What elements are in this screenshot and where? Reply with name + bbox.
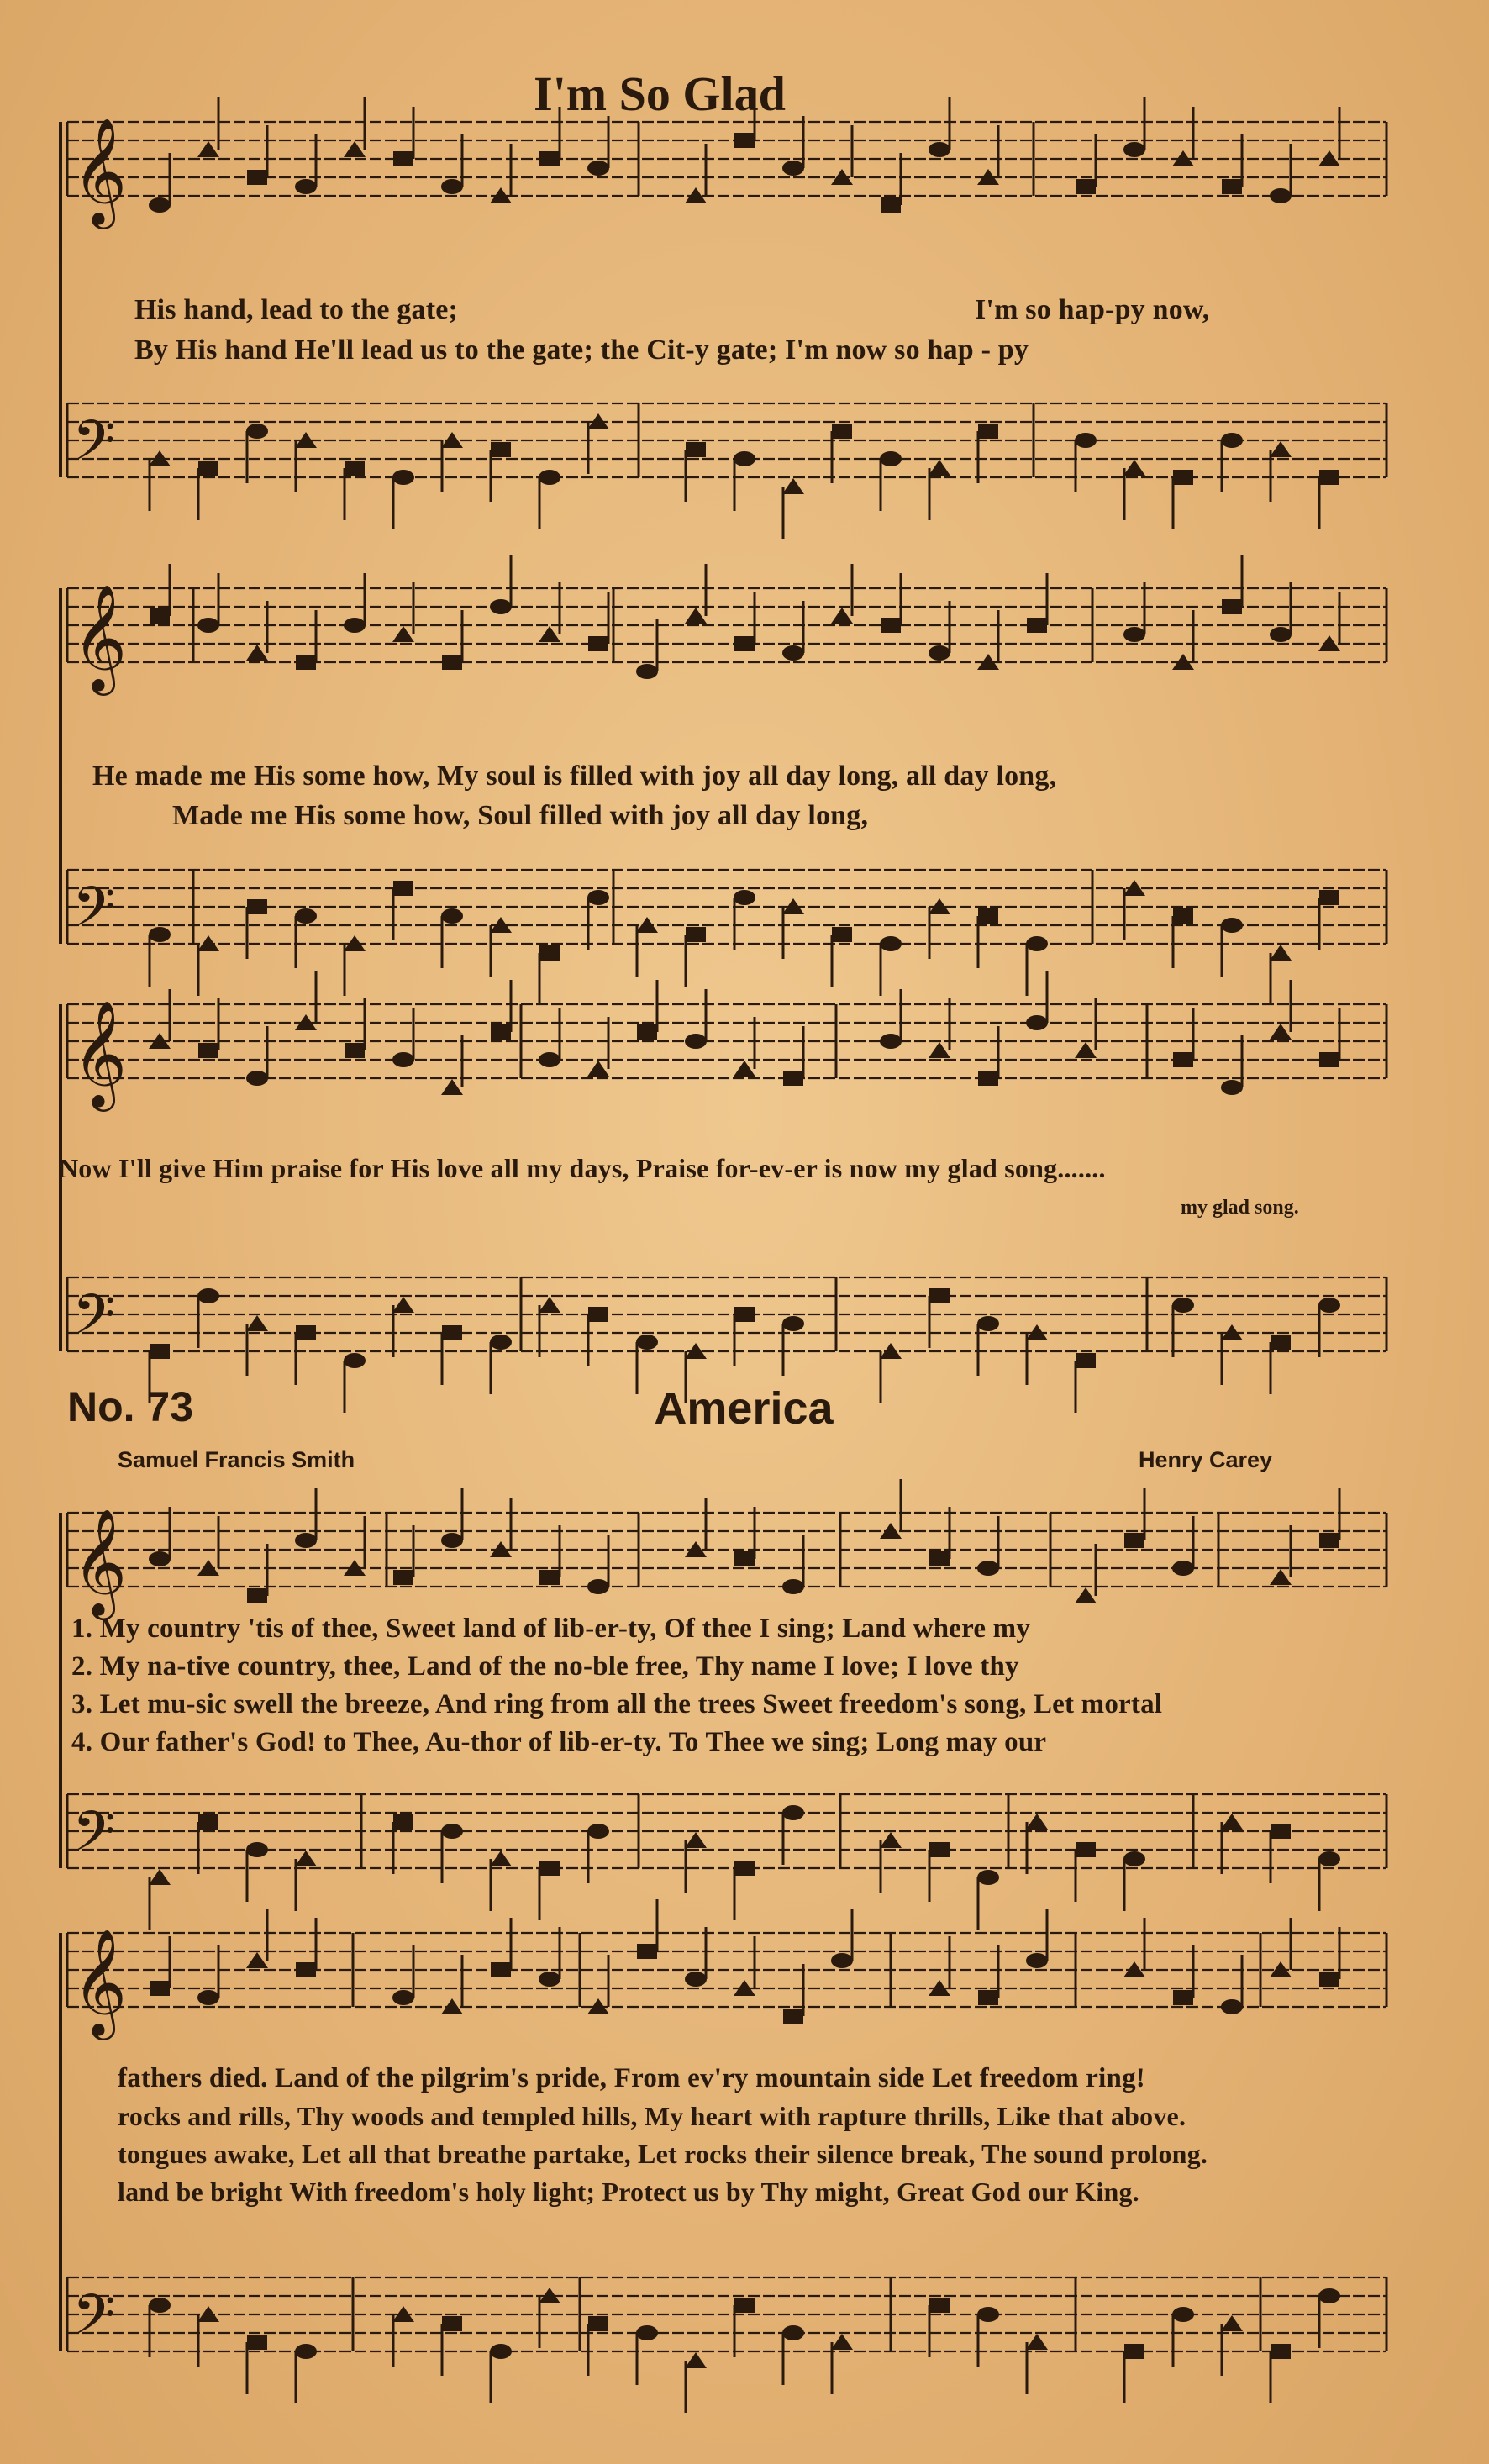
note-head (978, 1071, 998, 1086)
note-head (978, 1990, 998, 2005)
note-head (1026, 2334, 1048, 2350)
note-head (685, 1034, 707, 1049)
note-head (441, 1998, 463, 2014)
note-head (685, 2352, 707, 2368)
note-head (1076, 1842, 1096, 1857)
note-head (198, 461, 218, 476)
note-head (587, 1824, 609, 1839)
note-head (1222, 179, 1242, 194)
note-head (150, 1981, 170, 1996)
note-head (150, 608, 170, 624)
note-head (295, 179, 317, 194)
note-head (491, 1962, 511, 1977)
note-head (637, 1944, 657, 1959)
treble-clef: 𝄞 (72, 583, 128, 691)
note-head (539, 470, 560, 485)
note-head (247, 899, 267, 914)
note-head (442, 655, 462, 670)
note-head (1221, 1080, 1243, 1095)
note-head (441, 432, 463, 448)
note-head (393, 1814, 413, 1830)
note-head (1222, 599, 1242, 614)
note-head (150, 1344, 170, 1359)
note-head (831, 608, 853, 624)
treble-clef: 𝄞 (72, 117, 128, 224)
note-head (588, 636, 608, 651)
note-head (734, 636, 755, 651)
lyric-line: By His hand He'll lead us to the gate; the Cit-y gate; I'm now so hap - py (134, 334, 1029, 366)
note-head (246, 1842, 268, 1857)
note-head (783, 2009, 803, 2024)
note-head (1318, 150, 1340, 166)
bass-clef: 𝄢 (72, 1282, 116, 1361)
note-head (1076, 1353, 1096, 1368)
note-head (880, 451, 902, 466)
note-head (929, 1842, 950, 1857)
note-head (832, 424, 852, 439)
note-head (1221, 918, 1243, 933)
note-head (149, 927, 171, 942)
note-head (782, 645, 804, 661)
composer-credit: Henry Carey (1139, 1447, 1273, 1472)
note-head (929, 460, 950, 476)
note-head (1173, 470, 1193, 485)
note-head (539, 1297, 560, 1313)
note-head (441, 908, 463, 924)
note-head (880, 1523, 902, 1539)
note-head (588, 1307, 608, 1322)
note-head (880, 936, 902, 951)
note-head (1318, 2288, 1340, 2303)
note-head (734, 1861, 755, 1876)
note-head (392, 470, 414, 485)
note-head (587, 1579, 609, 1594)
note-head (782, 1579, 804, 1594)
verse-line: tongues awake, Let all that breathe partake, Let rocks their silence break, The sound prolong. (118, 2139, 1208, 2169)
note-head (1027, 618, 1047, 633)
note-head (539, 1972, 560, 1987)
note-head (588, 2316, 608, 2331)
note-head (734, 890, 755, 905)
bass-clef: 𝄢 (72, 2282, 116, 2361)
note-head (246, 645, 268, 661)
note-head (393, 881, 413, 896)
note-head (1123, 142, 1145, 157)
note-head (442, 2316, 462, 2331)
note-head (1270, 188, 1292, 203)
note-head (198, 1814, 218, 1830)
note-head (832, 927, 852, 942)
note-head (345, 1043, 365, 1058)
note-head (734, 133, 755, 148)
note-head (734, 1061, 755, 1077)
note-head (1270, 441, 1292, 457)
hymn-number: No. 73 (67, 1383, 194, 1430)
song-title: America (654, 1383, 834, 1434)
note-head (1319, 470, 1339, 485)
bass-clef: 𝄢 (72, 1799, 116, 1877)
note-head (1270, 627, 1292, 642)
note-head (392, 1052, 414, 1067)
lyric-line: my glad song. (1181, 1197, 1299, 1219)
note-head (1123, 1851, 1145, 1866)
note-head (441, 1079, 463, 1095)
lyric-line: He made me His some how, My soul is filled with joy all day long, all day long, (92, 761, 1057, 792)
note-head (587, 161, 609, 176)
note-head (686, 927, 706, 942)
note-head (977, 1316, 999, 1331)
note-head (393, 151, 413, 166)
note-head (636, 917, 658, 933)
note-head (783, 1071, 803, 1086)
verse-line: 4. Our father's God! to Thee, Au-thor of lib-er-ty. To Thee we sing; Long may our (71, 1727, 1047, 1757)
note-head (1123, 460, 1145, 476)
note-head (149, 1551, 171, 1566)
note-head (295, 908, 317, 924)
note-head (1026, 936, 1048, 951)
verse-line: land be bright With freedom's holy light; Protect us by Thy might, Great God our King. (118, 2177, 1139, 2207)
note-head (929, 142, 950, 157)
lyric-line: Now I'll give Him praise for His love all my days, Praise for-ev-er is now my glad song....... (59, 1153, 1106, 1183)
note-head (197, 1560, 219, 1576)
note-head (197, 2306, 219, 2322)
note-head (978, 908, 998, 924)
note-head (1319, 890, 1339, 905)
song-title: I'm So Glad (534, 66, 786, 121)
note-head (929, 1042, 950, 1058)
note-head (1271, 2344, 1291, 2359)
note-head (1271, 1335, 1291, 1350)
note-head (247, 1588, 267, 1603)
note-head (246, 1952, 268, 1968)
verse-line: 2. My na-tive country, thee, Land of the no-ble free, Thy name I love; I love thy (71, 1651, 1019, 1682)
note-head (345, 461, 365, 476)
note-head (1221, 1999, 1243, 2014)
note-head (539, 1861, 560, 1876)
note-head (344, 618, 366, 633)
note-head (782, 1805, 804, 1820)
note-head (296, 1325, 316, 1340)
note-head (296, 655, 316, 670)
note-head (977, 2307, 999, 2322)
note-head (296, 1962, 316, 1977)
note-head (491, 442, 511, 457)
note-head (392, 626, 414, 642)
note-head (929, 1288, 950, 1303)
note-head (198, 1043, 218, 1058)
note-head (1075, 433, 1097, 448)
note-head (295, 1533, 317, 1548)
note-head (587, 1061, 609, 1077)
note-head (782, 1316, 804, 1331)
note-head (1270, 1569, 1292, 1585)
note-head (685, 608, 707, 624)
note-head (441, 1533, 463, 1548)
note-head (734, 2298, 755, 2313)
note-head (1075, 1042, 1097, 1058)
note-head (392, 1297, 414, 1313)
note-head (1026, 1015, 1048, 1030)
note-head (831, 1953, 853, 1968)
note-head (539, 1052, 560, 1067)
verse-line: fathers died. Land of the pilgrim's pride, From ev'ry mountain side Let freedom ring! (118, 2063, 1145, 2093)
note-head (1026, 1953, 1048, 1968)
note-head (636, 2325, 658, 2340)
note-head (149, 1869, 171, 1885)
note-head (1319, 1052, 1339, 1067)
note-head (490, 1335, 512, 1350)
note-head (197, 141, 219, 157)
note-head (782, 2325, 804, 2340)
note-head (881, 618, 901, 633)
note-head (1319, 1972, 1339, 1987)
bass-clef: 𝄢 (72, 875, 116, 953)
verse-line: rocks and rills, Thy woods and templed hills, My heart with rapture thrills, Like that above. (118, 2101, 1186, 2131)
note-head (344, 141, 366, 157)
lyric-line: His hand, lead to the gate; (134, 294, 459, 325)
note-head (442, 1325, 462, 1340)
note-head (246, 424, 268, 439)
note-head (977, 1870, 999, 1885)
note-head (831, 2334, 853, 2350)
note-head (782, 161, 804, 176)
note-head (977, 1561, 999, 1576)
note-head (392, 1990, 414, 2005)
note-head (344, 1353, 366, 1368)
note-head (247, 2335, 267, 2350)
note-head (880, 1832, 902, 1848)
note-head (734, 1551, 755, 1566)
note-head (490, 599, 512, 614)
bass-clef: 𝄢 (72, 408, 116, 487)
note-head (491, 1024, 511, 1040)
note-head (929, 2298, 950, 2313)
note-head (636, 1335, 658, 1350)
note-head (1076, 179, 1096, 194)
note-head (1172, 2307, 1194, 2322)
note-head (880, 1343, 902, 1359)
note-head (1124, 2344, 1144, 2359)
note-head (441, 179, 463, 194)
note-head (197, 1990, 219, 2005)
note-head (1172, 1298, 1194, 1313)
note-head (1318, 1851, 1340, 1866)
note-head (587, 890, 609, 905)
note-head (539, 151, 560, 166)
note-head (295, 2344, 317, 2359)
note-head (1318, 635, 1340, 651)
note-head (782, 478, 804, 494)
note-head (539, 626, 560, 642)
note-head (637, 1024, 657, 1040)
note-head (929, 1551, 950, 1566)
note-head (1270, 945, 1292, 961)
note-head (686, 442, 706, 457)
note-head (246, 1315, 268, 1331)
note-head (1318, 1298, 1340, 1313)
note-head (1124, 1533, 1144, 1548)
note-head (1075, 1587, 1097, 1603)
treble-clef: 𝄞 (72, 1508, 128, 1615)
note-head (1172, 1561, 1194, 1576)
note-head (1221, 2315, 1243, 2331)
note-head (490, 1851, 512, 1866)
note-head (1123, 627, 1145, 642)
treble-clef: 𝄞 (72, 999, 128, 1107)
note-head (734, 451, 755, 466)
note-head (636, 664, 658, 679)
note-head (197, 618, 219, 633)
note-head (539, 945, 560, 961)
note-head (1271, 1824, 1291, 1839)
note-head (539, 1570, 560, 1585)
note-head (393, 1570, 413, 1585)
note-head (295, 1851, 317, 1866)
note-head (197, 935, 219, 951)
note-head (1173, 1052, 1193, 1067)
note-head (1319, 1533, 1339, 1548)
note-head (881, 197, 901, 213)
note-head (1270, 1024, 1292, 1040)
note-head (246, 1071, 268, 1086)
lyric-line: I'm so hap-py now, (975, 294, 1210, 325)
verse-line: 3. Let mu-sic swell the breeze, And ring from all the trees Sweet freedom's song, Let mortal (71, 1689, 1163, 1719)
note-head (490, 2344, 512, 2359)
note-head (149, 197, 171, 213)
note-head (685, 1972, 707, 1987)
note-head (978, 424, 998, 439)
lyric-line: Made me His some how, Soul filled with joy all day long, (172, 800, 869, 831)
note-head (880, 1034, 902, 1049)
note-head (1173, 1990, 1193, 2005)
author-credit: Samuel Francis Smith (118, 1447, 355, 1472)
note-head (734, 1307, 755, 1322)
note-head (1026, 1814, 1048, 1830)
note-head (929, 645, 950, 661)
note-head (1221, 1814, 1243, 1830)
note-head (685, 1832, 707, 1848)
note-head (1221, 433, 1243, 448)
note-head (247, 170, 267, 185)
note-head (197, 1288, 219, 1303)
note-head (1173, 908, 1193, 924)
treble-clef: 𝄞 (72, 1928, 128, 2035)
note-head (149, 2298, 171, 2313)
verse-line: 1. My country 'tis of thee, Sweet land of lib-er-ty, Of thee I sing; Land where my (71, 1614, 1031, 1644)
note-head (441, 1824, 463, 1839)
